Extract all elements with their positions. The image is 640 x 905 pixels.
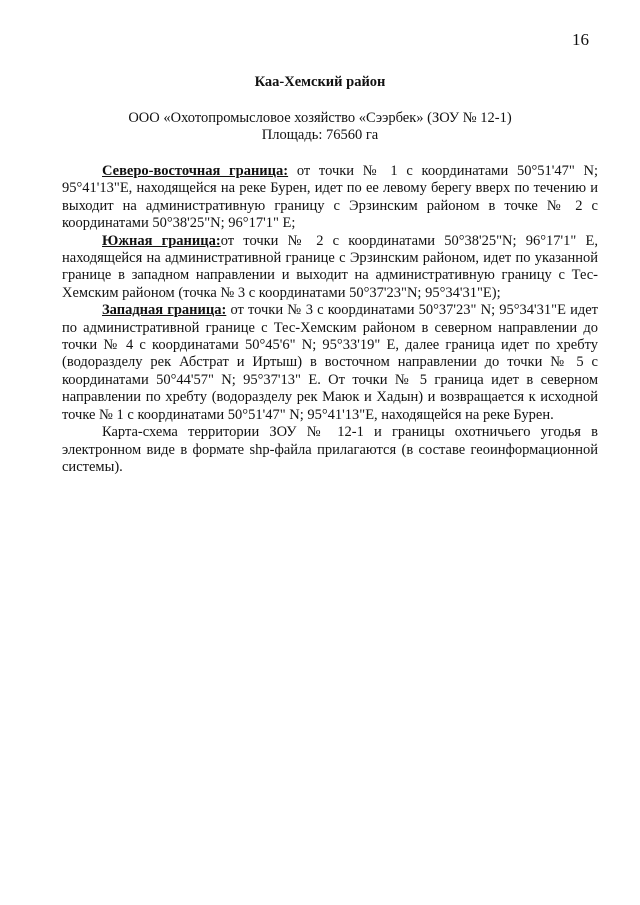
- west-boundary-paragraph: [62, 302, 598, 424]
- south-boundary-heading: Южная граница:: [102, 232, 221, 249]
- organization-block: [0, 110, 640, 144]
- organization-name: ООО «Охотопромысловое хозяйство «Сээрбек» (ЗОУ № 12-1): [128, 110, 512, 126]
- page-number: 16: [572, 30, 589, 49]
- map-note-paragraph: Карта-схема территории ЗОУ № 12-1 и границы охотничьего угодья в электронном виде в формате shp-файла прилагаются (в составе геоинформационной системы).: [62, 424, 598, 475]
- district-title: Каа-Хемский район: [254, 74, 386, 90]
- south-boundary-text: от точки № 2 с координатами 50°38'25"N; 96°17'1" E, находящейся на административной границе с Эрзинским районом, идет по указанной границе в западном направлении и выходит на административную границу с Тес-Хемским районом (точка № 3 с координатами 50°37'23"N; 95°34'31"E);: [62, 232, 599, 301]
- south-boundary-paragraph: [62, 233, 598, 303]
- boundary-description: [62, 163, 598, 476]
- northeast-boundary-heading: Северо-восточная граница:: [102, 163, 289, 179]
- northeast-boundary-text: от точки № 1 с координатами 50°51'47" N; 95°41'13"E, находящейся на реке Бурен, идет по ее левому берегу вверх по течению и выходит на административную границу с Эрзинским районом в точке № 2 с координатами 50°38'25"N; 96°17'1" E;: [62, 163, 598, 232]
- northeast-boundary-paragraph: [62, 163, 598, 233]
- area-line: Площадь: 76560 га: [261, 127, 379, 143]
- west-boundary-heading: Западная граница:: [102, 302, 227, 319]
- west-boundary-text: от точки № 3 с координатами 50°37'23" N; 95°34'31"E идет по административной границе с Тес-Хемским районом в северном направлении до точки № 4 с координатами 50°45'6" N; 95°33'19" E, далее граница идет по хребту (водоразделу рек Абстрат и Иртыш) в восточном направлении до точки № 5 с координатами 50°44'57" N; 95°37'13" E. От точки № 5 граница идет в северном направлении по хребту (водоразделу рек Маюк и Хадын) и возвращается к исходной точке № 1 с координатами 50°51'47" N; 95°41'13"E, находящейся на реке Бурен.: [62, 302, 598, 423]
